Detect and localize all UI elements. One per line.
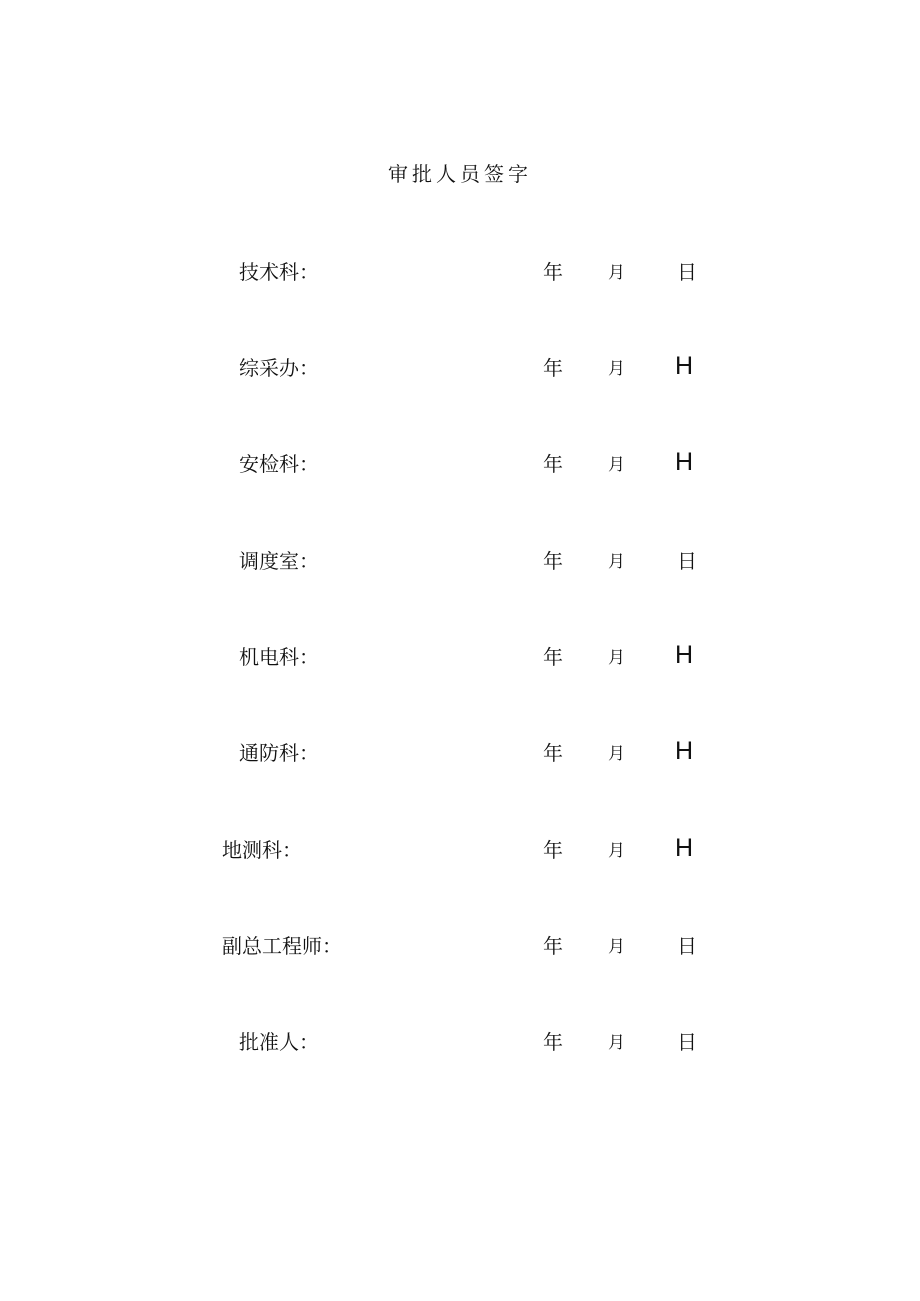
year-label: 年 xyxy=(543,645,563,669)
row-label: 综采办： xyxy=(239,356,319,380)
signature-row-ventilation xyxy=(0,738,920,768)
row-label: 副总工程师： xyxy=(222,934,342,958)
month-label: 月 xyxy=(608,744,625,764)
year-label: 年 xyxy=(543,934,563,958)
row-label: 地测科： xyxy=(222,838,302,862)
signature-row-approver xyxy=(0,1027,920,1057)
year-label: 年 xyxy=(543,1030,563,1054)
day-label: H xyxy=(675,737,694,765)
year-label: 年 xyxy=(543,260,563,284)
day-label: 日 xyxy=(677,934,697,958)
year-label: 年 xyxy=(543,452,563,476)
month-label: 月 xyxy=(608,359,625,379)
day-label: H xyxy=(675,641,694,669)
month-label: 月 xyxy=(608,937,625,957)
row-label: 机电科： xyxy=(239,645,319,669)
row-label: 批准人： xyxy=(239,1030,319,1054)
month-label: 月 xyxy=(608,455,625,475)
signature-row-deputy-chief-engineer xyxy=(0,931,920,961)
month-label: 月 xyxy=(608,841,625,861)
signature-row-dispatch xyxy=(0,546,920,576)
row-label: 安检科： xyxy=(239,452,319,476)
month-label: 月 xyxy=(608,648,625,668)
signature-row-geology xyxy=(0,835,920,865)
day-label: 日 xyxy=(677,549,697,573)
row-label: 技术科： xyxy=(239,260,319,284)
signature-row-technical xyxy=(0,257,920,287)
year-label: 年 xyxy=(543,838,563,862)
row-label: 调度室： xyxy=(239,549,319,573)
day-label: H xyxy=(675,352,694,380)
month-label: 月 xyxy=(608,552,625,572)
year-label: 年 xyxy=(543,549,563,573)
signature-row-safety xyxy=(0,449,920,479)
signature-row-mining-office xyxy=(0,353,920,383)
month-label: 月 xyxy=(608,1033,625,1053)
page-title: 审批人员签字 xyxy=(388,162,532,186)
day-label: H xyxy=(675,448,694,476)
year-label: 年 xyxy=(543,741,563,765)
signature-row-electromechanical xyxy=(0,642,920,672)
month-label: 月 xyxy=(608,263,625,283)
day-label: 日 xyxy=(677,1030,697,1054)
day-label: H xyxy=(675,834,694,862)
row-label: 通防科： xyxy=(239,741,319,765)
year-label: 年 xyxy=(543,356,563,380)
day-label: 日 xyxy=(677,260,697,284)
